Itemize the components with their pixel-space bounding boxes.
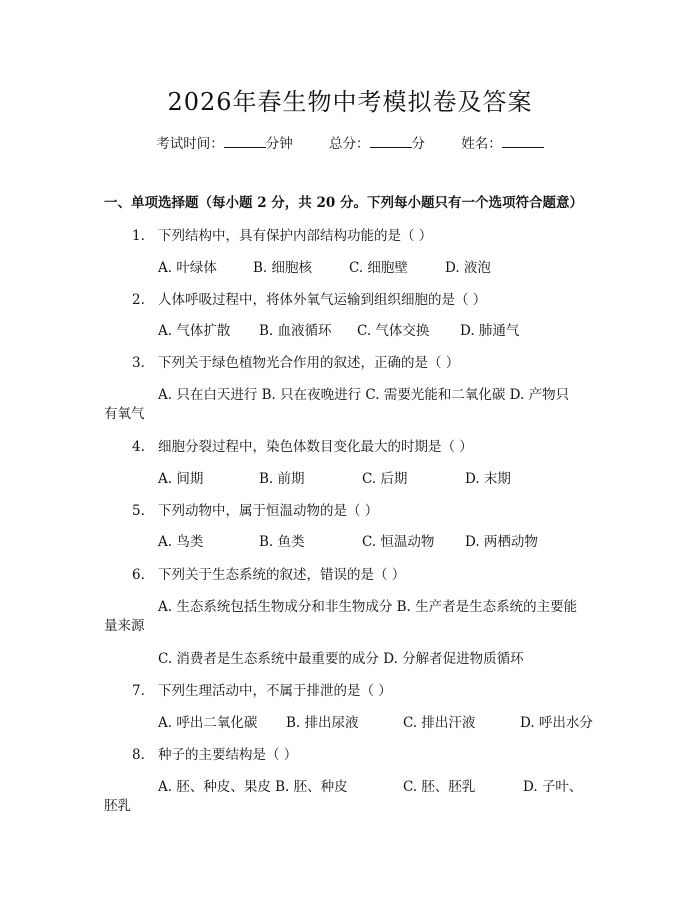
- option-c[interactable]: C. 气体交换: [357, 323, 430, 339]
- option-b[interactable]: B. 血液循环: [259, 323, 332, 339]
- name-label: 姓名：: [461, 136, 502, 152]
- question-text: 下列生理活动中，不属于排泄的是（ ）: [158, 683, 392, 699]
- option-d[interactable]: D. 两栖动物: [465, 534, 538, 550]
- page-title: 2026年春生物中考模拟卷及答案: [167, 88, 533, 116]
- option-line-wrap[interactable]: 胚乳: [104, 798, 131, 814]
- question-options: [104, 383, 604, 425]
- option-b[interactable]: B. 鱼类: [259, 534, 305, 550]
- option-line-wrap[interactable]: 量来源: [104, 618, 145, 634]
- question-text: 人体呼吸过程中，将体外氧气运输到组织细胞的是（ ）: [158, 292, 487, 308]
- question-options: [104, 467, 604, 487]
- question-number: 1.: [132, 228, 145, 244]
- option-d[interactable]: D. 液泡: [445, 260, 491, 276]
- option-a[interactable]: A. 叶绿体: [158, 260, 217, 276]
- question-number: 7.: [132, 683, 145, 699]
- option-a[interactable]: A. 间期: [158, 471, 204, 487]
- option-line-wrap[interactable]: 有氧气: [104, 406, 145, 422]
- name-blank[interactable]: [502, 135, 544, 148]
- option-d[interactable]: D. 呼出水分: [520, 715, 593, 731]
- question-number: 2.: [132, 292, 145, 308]
- question-number: 4.: [132, 439, 145, 455]
- question-text: 细胞分裂过程中，染色体数目变化最大的时期是（ ）: [158, 439, 473, 455]
- option-c[interactable]: C. 后期: [362, 471, 408, 487]
- option-c[interactable]: C. 胚、胚乳: [403, 779, 476, 795]
- question-stem: [132, 743, 652, 763]
- question-options: [104, 319, 604, 339]
- exam-meta: [0, 132, 700, 152]
- question-text: 下列结构中，具有保护内部结构功能的是（ ）: [158, 228, 433, 244]
- question-options: [104, 647, 604, 667]
- option-c[interactable]: C. 恒温动物: [362, 534, 435, 550]
- question-stem: [132, 288, 652, 308]
- question-stem: [132, 224, 652, 244]
- time-unit: 分钟: [265, 136, 293, 152]
- question-stem: [132, 499, 652, 519]
- question-options: [104, 595, 604, 637]
- option-d[interactable]: D. 肺通气: [460, 323, 520, 339]
- option-c[interactable]: C. 排出汗液: [403, 715, 476, 731]
- option-b[interactable]: B. 前期: [259, 471, 305, 487]
- option-c[interactable]: C. 细胞壁: [349, 260, 408, 276]
- question-stem: [132, 563, 652, 583]
- option-d[interactable]: D. 子叶、: [523, 779, 583, 795]
- time-blank[interactable]: [224, 135, 266, 148]
- score-unit: 分: [411, 136, 425, 152]
- option-line[interactable]: A. 只在白天进行 B. 只在夜晚进行 C. 需要光能和二氧化碳 D. 产物只: [158, 387, 570, 403]
- question-stem: [132, 679, 652, 699]
- question-number: 3.: [132, 355, 145, 371]
- option-b[interactable]: B. 排出尿液: [286, 715, 359, 731]
- question-text: 下列关于生态系统的叙述，错误的是（ ）: [158, 567, 406, 583]
- question-stem: [132, 351, 652, 371]
- question-text: 种子的主要结构是（ ）: [158, 747, 298, 763]
- time-label: 考试时间：: [156, 136, 224, 152]
- question-options: [104, 711, 604, 731]
- question-text: 下列动物中，属于恒温动物的是（ ）: [158, 503, 379, 519]
- section-title: 一、单项选择题（每小题 2 分，共 20 分。下列每小题只有一个选项符合题意）: [104, 195, 583, 211]
- question-stem: [132, 435, 652, 455]
- question-options: [104, 775, 604, 817]
- name-field: [461, 136, 544, 152]
- question-number: 8.: [132, 747, 145, 763]
- score-field: [329, 136, 429, 152]
- question-text: 下列关于绿色植物光合作用的叙述，正确的是（ ）: [158, 355, 460, 371]
- time-field: [156, 136, 297, 152]
- option-line[interactable]: A. 生态系统包括生物成分和非生物成分 B. 生产者是生态系统的主要能: [158, 599, 578, 615]
- option-a-b[interactable]: A. 胚、种皮、果皮 B. 胚、种皮: [158, 779, 348, 795]
- option-a[interactable]: A. 呼出二氧化碳: [158, 715, 258, 731]
- option-line[interactable]: C. 消费者是生态系统中最重要的成分 D. 分解者促进物质循环: [158, 651, 524, 667]
- score-blank[interactable]: [370, 135, 412, 148]
- question-options: [104, 256, 604, 276]
- option-a[interactable]: A. 鸟类: [158, 534, 204, 550]
- question-options: [104, 530, 604, 550]
- question-number: 6.: [132, 567, 145, 583]
- option-a[interactable]: A. 气体扩散: [158, 323, 231, 339]
- option-b[interactable]: B. 细胞核: [253, 260, 313, 276]
- option-d[interactable]: D. 末期: [465, 471, 511, 487]
- score-label: 总分：: [329, 136, 370, 152]
- question-number: 5.: [132, 503, 145, 519]
